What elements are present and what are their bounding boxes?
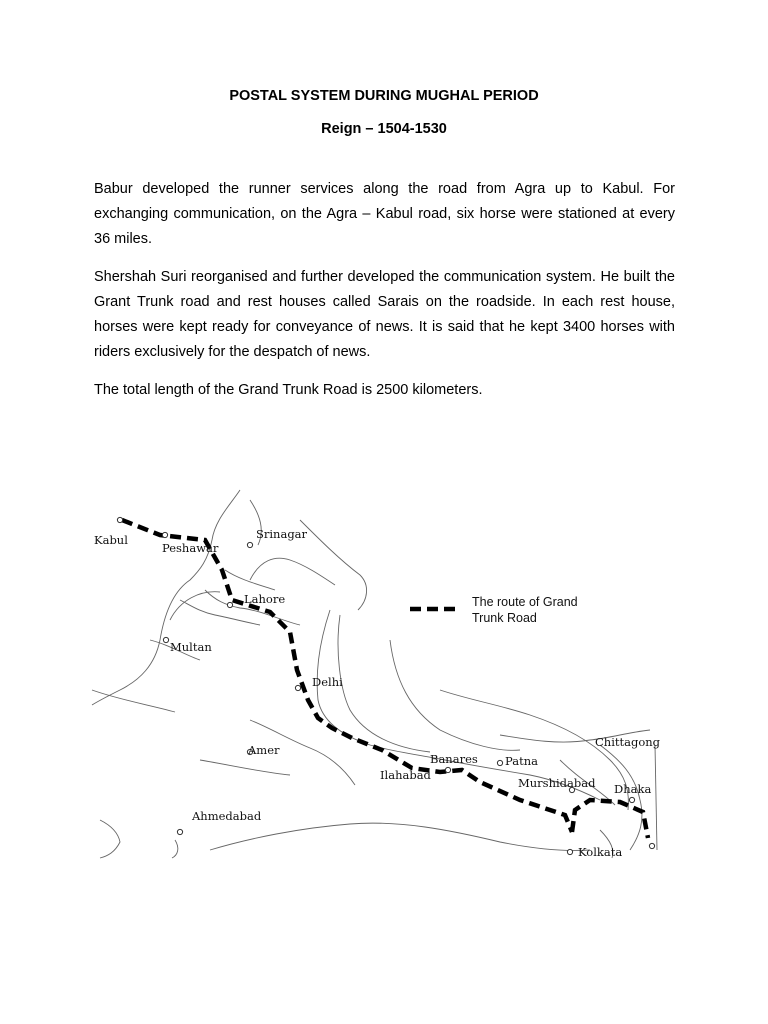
city-marker-srinagar bbox=[247, 542, 252, 547]
map-legend bbox=[410, 595, 578, 625]
city-marker-kabul bbox=[117, 517, 122, 522]
paragraph-shershah: Shershah Suri reorganised and further developed the communication system. He built the Grant Trunk road and rest houses called Sarais on the roadside. In each rest house, horses were kept ready for conveyance of news. It is said that he kept 3400 horses with riders exclusively for the despatch of news. bbox=[94, 269, 675, 360]
city-label-kabul: Kabul bbox=[94, 533, 128, 547]
city-label-lahore: Lahore bbox=[244, 592, 286, 606]
city-marker-patna bbox=[497, 760, 502, 765]
city-marker-peshawar bbox=[162, 532, 167, 537]
city-label-delhi: Delhi bbox=[312, 675, 343, 689]
city-label-kolkata: Kolkata bbox=[578, 845, 623, 859]
city-label-ahmedabad: Ahmedabad bbox=[192, 809, 262, 823]
city-label-dhaka: Dhaka bbox=[614, 782, 652, 796]
city-label-amer: Amer bbox=[248, 743, 280, 757]
page-subtitle: Reign – 1504-1530 bbox=[321, 121, 447, 137]
city-label-chittagong: Chittagong bbox=[595, 735, 661, 749]
paragraph-road-length: The total length of the Grand Trunk Road is 2500 kilometers. bbox=[94, 382, 483, 398]
city-label-multan: Multan bbox=[170, 640, 212, 654]
city-marker-multan bbox=[163, 637, 168, 642]
city-label-murshidabad: Murshidabad bbox=[518, 776, 596, 790]
grand-trunk-road-route bbox=[122, 520, 572, 832]
city-marker-lahore bbox=[227, 602, 232, 607]
legend-label-line2: Trunk Road bbox=[472, 611, 537, 625]
city-marker-kolkata bbox=[567, 849, 572, 854]
paragraph-babur: Babur developed the runner services along the road from Agra up to Kabul. For exchanging communication, on the Agra – Kabul road, six horse were stationed at every 36 miles. bbox=[94, 181, 675, 247]
city-markers bbox=[117, 517, 654, 854]
city-marker-chittagong bbox=[649, 843, 654, 848]
city-marker-banares bbox=[445, 767, 450, 772]
city-label-patna: Patna bbox=[505, 754, 538, 768]
city-label-ilahabad: Ilahabad bbox=[380, 768, 431, 782]
city-label-peshawar: Peshawar bbox=[162, 541, 219, 555]
city-marker-ahmedabad bbox=[177, 829, 182, 834]
legend-label-line1: The route of Grand bbox=[472, 595, 578, 609]
city-marker-dhaka bbox=[629, 797, 634, 802]
page-title: POSTAL SYSTEM DURING MUGHAL PERIOD bbox=[229, 88, 539, 104]
city-marker-delhi bbox=[295, 685, 300, 690]
city-label-srinagar: Srinagar bbox=[256, 527, 308, 541]
city-label-banares: Banares bbox=[430, 752, 478, 766]
